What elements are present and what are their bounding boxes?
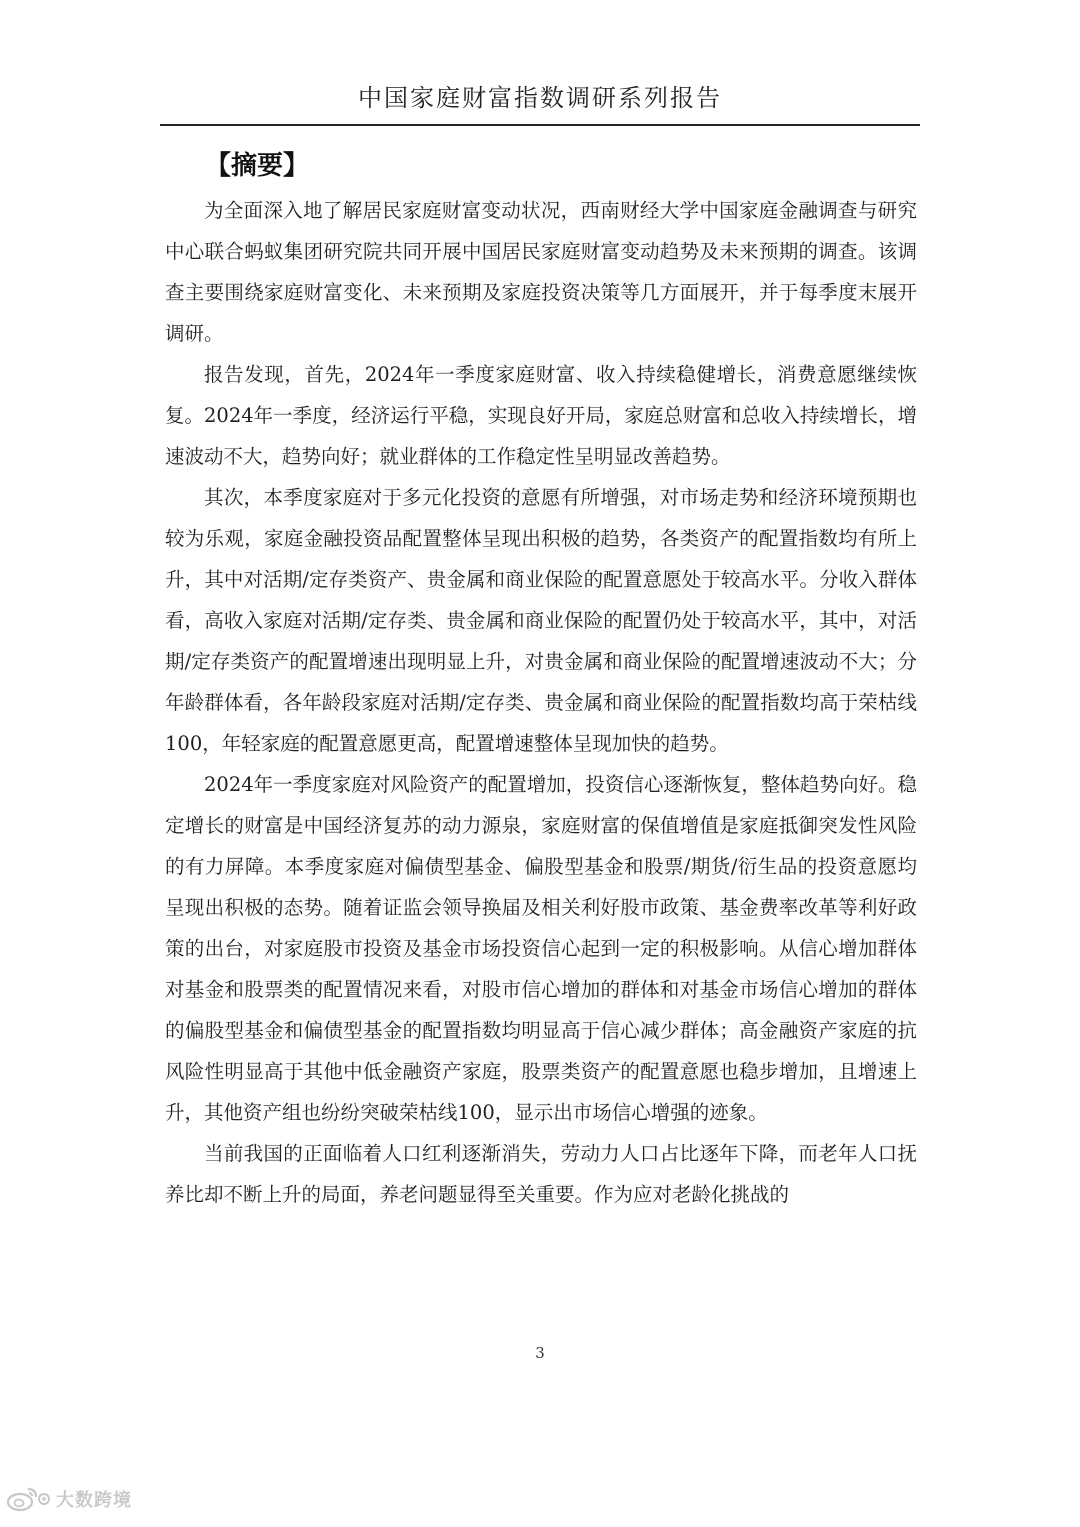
watermark-text: 大数跨境 bbox=[56, 1490, 132, 1511]
paragraph-aging: 当前我国的正面临着人口红利逐渐消失，劳动力人口占比逐年下降，而老年人口抚养比却不断上升的局面，养老问题显得至关重要。作为应对老龄化挑战的 bbox=[165, 1142, 917, 1206]
abstract-heading: 【摘要】 bbox=[205, 151, 310, 181]
paragraph-finding-first: 报告发现，首先，2024年一季度家庭财富、收入持续稳健增长，消费意愿继续恢复。2024年一季度，经济运行平稳，实现良好开局，家庭总财富和总收入持续增长，增速波动不大，趋势向好；就业群体的工作稳定性呈明显改善趋势。 bbox=[165, 363, 917, 468]
watermark bbox=[6, 1485, 132, 1513]
paragraph-intro: 为全面深入地了解居民家庭财富变动状况，西南财经大学中国家庭金融调查与研究中心联合蚂蚁集团研究院共同开展中国居民家庭财富变动趋势及未来预期的调查。该调查主要围绕家庭财富变化、未来预期及家庭投资决策等几方面展开，并于每季度末展开调研。 bbox=[165, 199, 917, 345]
paragraph-finding-second: 其次，本季度家庭对于多元化投资的意愿有所增强，对市场走势和经济环境预期也较为乐观，家庭金融投资品配置整体呈现出积极的趋势，各类资产的配置指数均有所上升，其中对活期/定存类资产、贵金属和商业保险的配置意愿处于较高水平。分收入群体看，高收入家庭对活期/定存类、贵金属和商业保险的配置仍处于较高水平，其中，对活期/定存类资产的配置增速出现明显上升，对贵金属和商业保险的配置增速波动不大；分年龄群体看，各年龄段家庭对活期/定存类、贵金属和商业保险的配置指数均高于荣枯线100，年轻家庭的配置意愿更高，配置增速整体呈现加快的趋势。 bbox=[165, 486, 917, 755]
page-number: 3 bbox=[535, 1344, 545, 1362]
header-divider bbox=[160, 124, 920, 126]
weibo-logo-icon bbox=[6, 1485, 52, 1513]
abstract-body bbox=[165, 190, 917, 1215]
report-series-title: 中国家庭财富指数调研系列报告 bbox=[358, 84, 722, 112]
paragraph-risk-assets: 2024年一季度家庭对风险资产的配置增加，投资信心逐渐恢复，整体趋势向好。稳定增长的财富是中国经济复苏的动力源泉，家庭财富的保值增值是家庭抵御突发性风险的有力屏障。本季度家庭对偏债型基金、偏股型基金和股票/期货/衍生品的投资意愿均呈现出积极的态势。随着证监会领导换届及相关利好股市政策、基金费率改革等利好政策的出台，对家庭股市投资及基金市场投资信心起到一定的积极影响。从信心增加群体对基金和股票类的配置情况来看，对股市信心增加的群体和对基金市场信心增加的群体的偏股型基金和偏债型基金的配置指数均明显高于信心减少群体；高金融资产家庭的抗风险性明显高于其他中低金融资产家庭，股票类资产的配置意愿也稳步增加，且增速上升，其他资产组也纷纷突破荣枯线100，显示出市场信心增强的迹象。 bbox=[165, 773, 917, 1124]
